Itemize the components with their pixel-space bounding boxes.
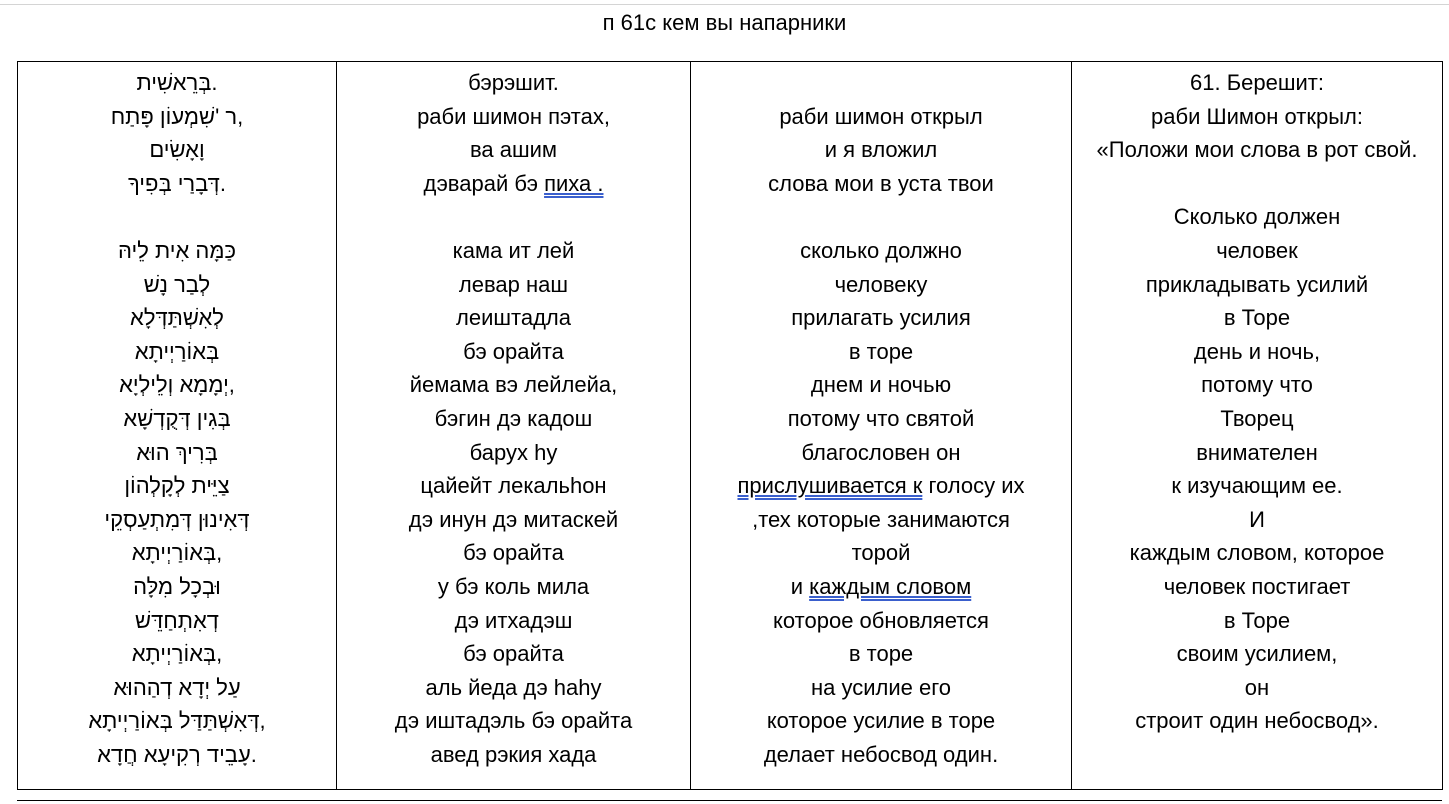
transliteration-line: ва ашим bbox=[469, 137, 558, 163]
transliteration-column[interactable] bbox=[337, 62, 691, 790]
literal-line: ,тех которые занимаются bbox=[752, 506, 1010, 532]
translation-line: человек bbox=[1216, 237, 1298, 263]
hebrew-line: .דְּבָרַי בְּפִיךָ bbox=[128, 170, 226, 196]
transliteration-line: дэ инун дэ митаскей bbox=[408, 506, 619, 532]
transliteration-line: аль йеда дэ hahy bbox=[425, 674, 602, 700]
hebrew-line: לְאִשְׁתַּדְּלָא bbox=[130, 305, 224, 331]
transliteration-line: авед рэкия хада bbox=[430, 741, 597, 767]
literal-translation-column[interactable] bbox=[691, 62, 1072, 790]
translation-line: в Торе bbox=[1223, 607, 1291, 633]
hebrew-line: ,יְמָמָא וְלֵילְיָא bbox=[119, 372, 235, 398]
literal-line: на усилие его bbox=[810, 674, 952, 700]
literal-line: днем и ночью bbox=[810, 372, 952, 398]
translation-line: прикладывать усилий bbox=[1145, 271, 1369, 297]
page-title: п 61с кем вы напарники bbox=[602, 10, 847, 35]
transliteration-line: раби шимон пэтах, bbox=[417, 103, 610, 129]
translation-line: человек постигает bbox=[1163, 573, 1351, 599]
transliteration-line: бэ орайта bbox=[463, 641, 564, 667]
literal-line: человеку bbox=[834, 271, 928, 297]
literal-line: раби шимон открыл bbox=[779, 103, 983, 129]
blank-line bbox=[1072, 167, 1442, 201]
spellcheck-underlined-phrase: каждым словом bbox=[809, 573, 972, 599]
translation-line: Сколько должен bbox=[1173, 204, 1341, 230]
transliteration-line: кама ит лей bbox=[452, 237, 575, 263]
hebrew-line: ,בְּאוֹרַיְיתָא bbox=[131, 540, 223, 566]
literal-line: в торе bbox=[848, 338, 914, 364]
hebrew-line: עַל יְדָא דְהַהוּא bbox=[113, 674, 241, 700]
translation-line: 61. Берешит: bbox=[1190, 70, 1324, 95]
hebrew-line: כַּמָּה אִית לֵיהּ bbox=[118, 237, 236, 263]
hebrew-line: ,בְּאוֹרַיְיתָא bbox=[131, 641, 223, 667]
transliteration-line: левар наш bbox=[458, 271, 569, 297]
hebrew-line: ,דְּאִשְׁתַּדַּל בְּאוֹרַיְיתָא bbox=[88, 708, 266, 734]
hebrew-line: ,ר 'שִׁמְעוֹן פָּתַח bbox=[110, 103, 244, 129]
literal-line: благословен он bbox=[801, 439, 961, 465]
blank-line bbox=[337, 200, 690, 234]
hebrew-line: דְאִתְחַדֵּשׁ bbox=[135, 607, 219, 633]
translation-line: Творец bbox=[1220, 405, 1294, 431]
ruler-line bbox=[0, 4, 1449, 5]
literal-line: которое усилие в торе bbox=[766, 708, 996, 734]
translation-line: в Торе bbox=[1223, 305, 1291, 331]
transliteration-line: дэ иштадэль бэ орайта bbox=[394, 708, 633, 734]
hebrew-line: לְבַר נָשׁ bbox=[143, 271, 211, 297]
transliteration-line: у бэ коль мила bbox=[437, 573, 590, 599]
transliteration-line: бэгин дэ кадош bbox=[434, 405, 593, 431]
hebrew-line: בְּגִין דְּקֻדְשָׁא bbox=[123, 405, 231, 431]
transliteration-line: бэрэшит. bbox=[468, 70, 559, 95]
literal-line: прилагать усилия bbox=[791, 305, 971, 331]
transliteration-line: бэ орайта bbox=[463, 338, 564, 364]
literal-line: в торе bbox=[848, 641, 914, 667]
table-row bbox=[18, 62, 1443, 790]
literal-line: которое обновляется bbox=[773, 607, 989, 633]
translation-line: «Положи мои слова в рот свой. bbox=[1096, 137, 1418, 163]
translation-table bbox=[17, 61, 1443, 790]
hebrew-line: דְּאִינוּן דְּמִתְעַסְקֵי bbox=[104, 506, 250, 532]
hebrew-line: בְּאוֹרַיְיתָא bbox=[134, 338, 220, 364]
literal-line: и я вложил bbox=[824, 137, 938, 163]
transliteration-line: леиштадла bbox=[456, 305, 571, 331]
hebrew-line: וּבְכָל מִלָּה bbox=[133, 573, 221, 599]
spellcheck-underlined-phrase: прислушивается к bbox=[737, 473, 923, 499]
translation-line: строит один небосвод». bbox=[1135, 708, 1379, 734]
transliteration-line: дэ итхадэш bbox=[454, 607, 573, 633]
blank-line bbox=[691, 66, 1071, 100]
literal-line: сколько должно bbox=[800, 237, 962, 263]
next-row-border bbox=[17, 800, 1442, 801]
hebrew-line: וָאָשִׂים bbox=[149, 137, 205, 163]
blank-line bbox=[691, 200, 1071, 234]
translation-line: потому что bbox=[1201, 372, 1313, 398]
translation-column[interactable] bbox=[1072, 62, 1443, 790]
hebrew-line: צַיֵּית לְקָלְהוֹן bbox=[124, 473, 230, 499]
translation-line: И bbox=[1249, 506, 1265, 532]
hebrew-line: בְּרִיךְ הוּא bbox=[136, 439, 218, 465]
translation-line: он bbox=[1244, 674, 1270, 700]
hebrew-column[interactable] bbox=[18, 62, 337, 790]
literal-line: торой bbox=[851, 540, 911, 566]
literal-line: делает небосвод один. bbox=[763, 741, 999, 767]
transliteration-line-with-underline bbox=[337, 167, 690, 201]
transliteration-line: йемама вэ лейлейа, bbox=[409, 372, 618, 398]
transliteration-text: дэварай бэ bbox=[423, 170, 545, 196]
literal-line: слова мои в уста твои bbox=[768, 170, 994, 196]
translation-line: раби Шимон открыл: bbox=[1151, 103, 1363, 129]
transliteration-line: бэ орайта bbox=[463, 540, 564, 566]
blank-line bbox=[18, 200, 336, 234]
translation-line: своим усилием, bbox=[1176, 641, 1338, 667]
literal-line-with-underline bbox=[691, 469, 1071, 503]
translation-line: каждым словом, которое bbox=[1129, 540, 1385, 566]
spellcheck-underlined-word: пиха . bbox=[544, 170, 604, 196]
literal-text: голосу их bbox=[922, 473, 1025, 499]
transliteration-line: барух hу bbox=[469, 439, 558, 465]
transliteration-line: цайейт лекальhон bbox=[420, 473, 607, 499]
hebrew-line: .עָבֵיד רְקִיעָא חֲדָא bbox=[97, 741, 257, 767]
literal-line-with-underline bbox=[691, 570, 1071, 604]
translation-line: день и ночь, bbox=[1193, 338, 1321, 364]
translation-line: внимателен bbox=[1196, 439, 1318, 465]
literal-text: и bbox=[790, 573, 810, 599]
translation-line: к изучающим ее. bbox=[1171, 473, 1343, 499]
literal-line: потому что святой bbox=[787, 405, 975, 431]
hebrew-line: .בְּרֵאשִׁית bbox=[136, 70, 218, 95]
